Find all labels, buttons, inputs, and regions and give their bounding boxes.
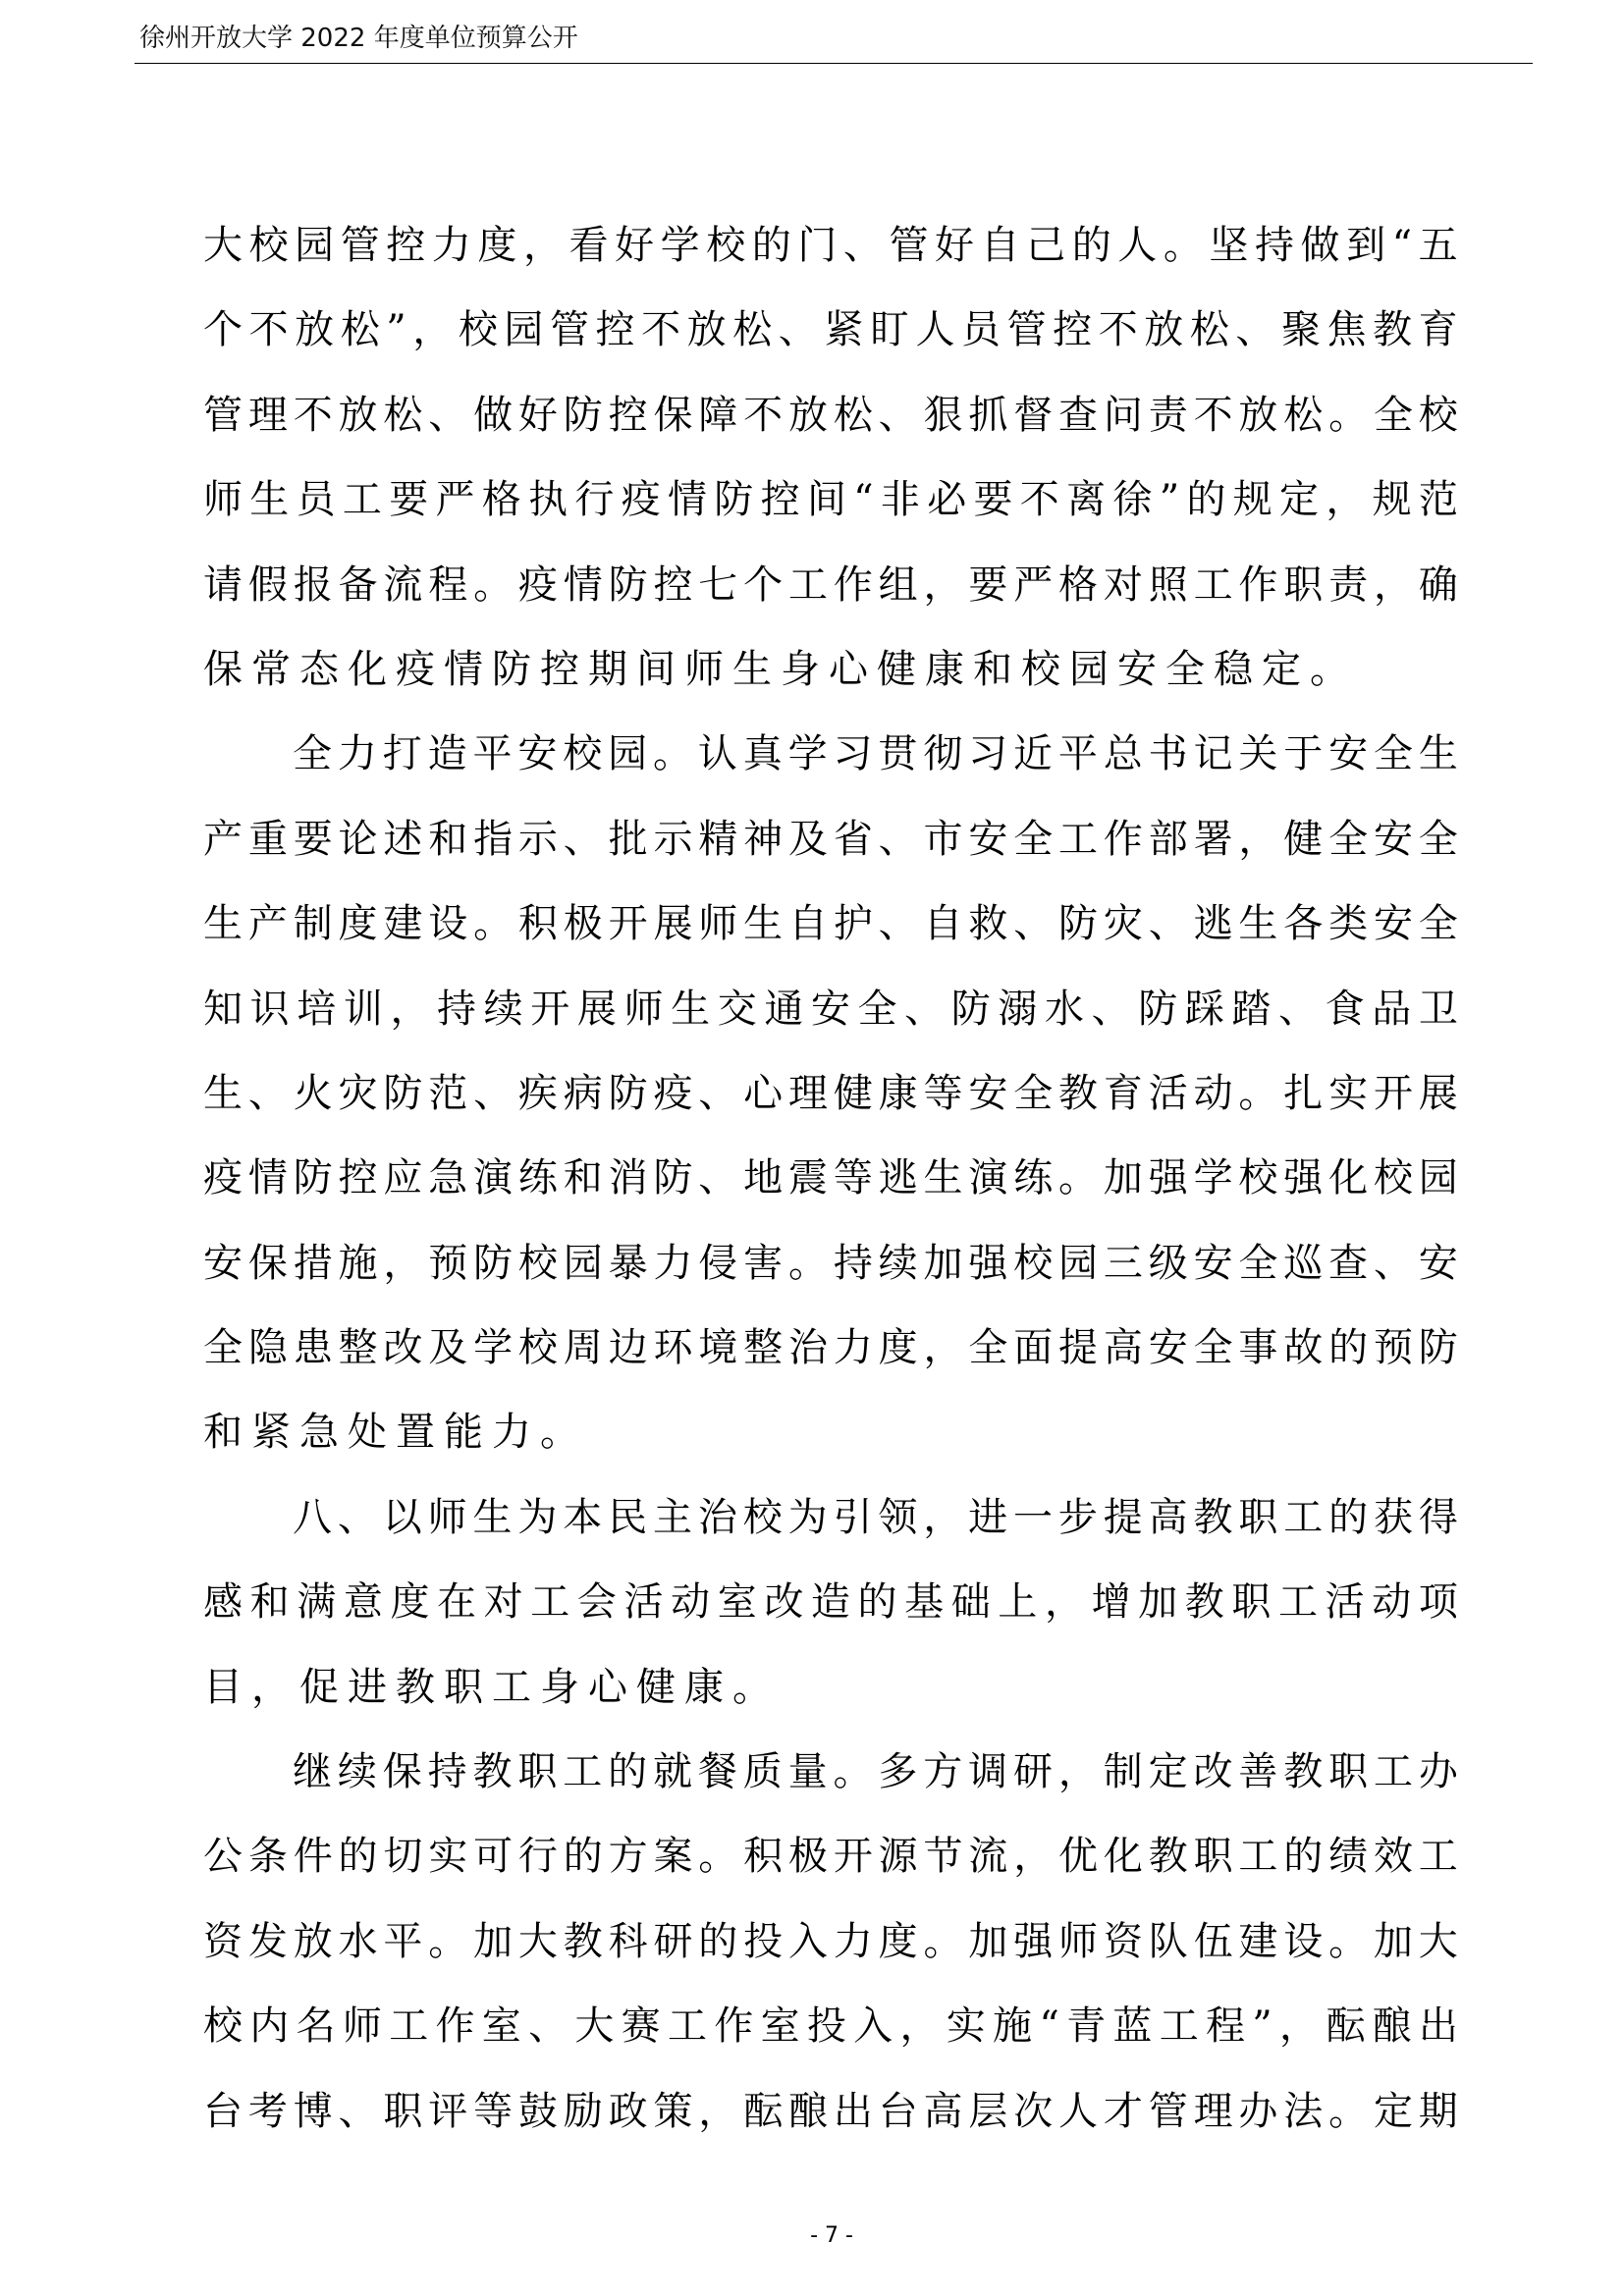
- paragraph-line: 目 ， 促 进 教 职 工 身 心 健 康 。: [203, 1664, 772, 1710]
- paragraph-line: 保 常 态 化 疫 情 防 控 期 间 师 生 身 心 健 康 和 校 园 安 全 稳 定 。: [203, 646, 1349, 692]
- document-body: [203, 203, 1458, 2154]
- paragraph-line: 校 内 名 师 工 作 室 、 大 赛 工 作 室 投 入 ， 实 施 “ 青 蓝 工 程 ” ， 酝 酿 出: [203, 2003, 1458, 2050]
- paragraph-line: 生 产 制 度 建 设 。 积 极 开 展 师 生 自 护 、 自 救 、 防 灾 、 逃 生 各 类 安 全: [203, 901, 1458, 947]
- paragraph-line: 生 、 火 灾 防 范 、 疾 病 防 疫 、 心 理 健 康 等 安 全 教 育 活 动 。 扎 实 开 展: [203, 1070, 1458, 1116]
- paragraph: [203, 1475, 1458, 1730]
- paragraph-line: 管 理 不 放 松 、 做 好 防 控 保 障 不 放 松 、 狠 抓 督 查 问 责 不 放 松 。 全 校: [203, 392, 1458, 438]
- paragraph-line: 产 重 要 论 述 和 指 示 、 批 示 精 神 及 省 、 市 安 全 工 作 部 署 ， 健 全 安 全: [203, 816, 1458, 862]
- document-header-title: 徐州开放大学 2022 年度单位预算公开: [139, 24, 578, 53]
- paragraph-line: 继 续 保 持 教 职 工 的 就 餐 质 量 。 多 方 调 研 ， 制 定 改 善 教 职 工 办: [293, 1749, 1458, 1795]
- paragraph-line: 八 、 以 师 生 为 本 民 主 治 校 为 引 领 ， 进 一 步 提 高 教 职 工 的 获 得: [293, 1494, 1458, 1540]
- paragraph-line: 全 隐 患 整 改 及 学 校 周 边 环 境 整 治 力 度 ， 全 面 提 高 安 全 事 故 的 预 防: [203, 1325, 1458, 1371]
- header-divider: [135, 63, 1533, 64]
- paragraph-line: 感 和 满 意 度 在 对 工 会 活 动 室 改 造 的 基 础 上 ， 增 加 教 职 工 活 动 项: [203, 1579, 1458, 1626]
- paragraph-line: 请 假 报 备 流 程 。 疫 情 防 控 七 个 工 作 组 ， 要 严 格 对 照 工 作 职 责 ， 确: [203, 561, 1458, 608]
- paragraph-line: 公 条 件 的 切 实 可 行 的 方 案 。 积 极 开 源 节 流 ， 优 化 教 职 工 的 绩 效 工: [203, 1834, 1458, 1880]
- paragraph: [203, 712, 1458, 1475]
- paragraph-line: 大 校 园 管 控 力 度 ， 看 好 学 校 的 门 、 管 好 自 己 的 人 。 坚 持 做 到 “ 五: [203, 223, 1458, 268]
- paragraph: [203, 203, 1458, 712]
- page-number: - 7 -: [810, 2223, 853, 2248]
- paragraph-line: 和 紧 急 处 置 能 力 。: [203, 1410, 579, 1456]
- paragraph-line: 个 不 放 松 ” ， 校 园 管 控 不 放 松 、 紧 盯 人 员 管 控 不 放 松 、 聚 焦 教 育: [203, 307, 1458, 353]
- paragraph-line: 疫 情 防 控 应 急 演 练 和 消 防 、 地 震 等 逃 生 演 练 。 加 强 学 校 强 化 校 园: [203, 1155, 1458, 1201]
- paragraph-line: 资 发 放 水 平 。 加 大 教 科 研 的 投 入 力 度 。 加 强 师 资 队 伍 建 设 。 加 大: [203, 1918, 1458, 1964]
- paragraph-line: 全 力 打 造 平 安 校 园 。 认 真 学 习 贯 彻 习 近 平 总 书 记 关 于 安 全 生: [293, 731, 1458, 777]
- paragraph-line: 师 生 员 工 要 严 格 执 行 疫 情 防 控 间 “ 非 必 要 不 离 徐 ” 的 规 定 ， 规 范: [203, 477, 1458, 523]
- paragraph-line: 知 识 培 训 ， 持 续 开 展 师 生 交 通 安 全 、 防 溺 水 、 防 踩 踏 、 食 品 卫: [203, 986, 1458, 1032]
- paragraph: [203, 1730, 1458, 2154]
- paragraph-line: 台 考 博 、 职 评 等 鼓 励 政 策 ， 酝 酿 出 台 高 层 次 人 才 管 理 办 法 。 定 期: [203, 2088, 1458, 2134]
- paragraph-line: 安 保 措 施 ， 预 防 校 园 暴 力 侵 害 。 持 续 加 强 校 园 三 级 安 全 巡 查 、 安: [203, 1240, 1458, 1286]
